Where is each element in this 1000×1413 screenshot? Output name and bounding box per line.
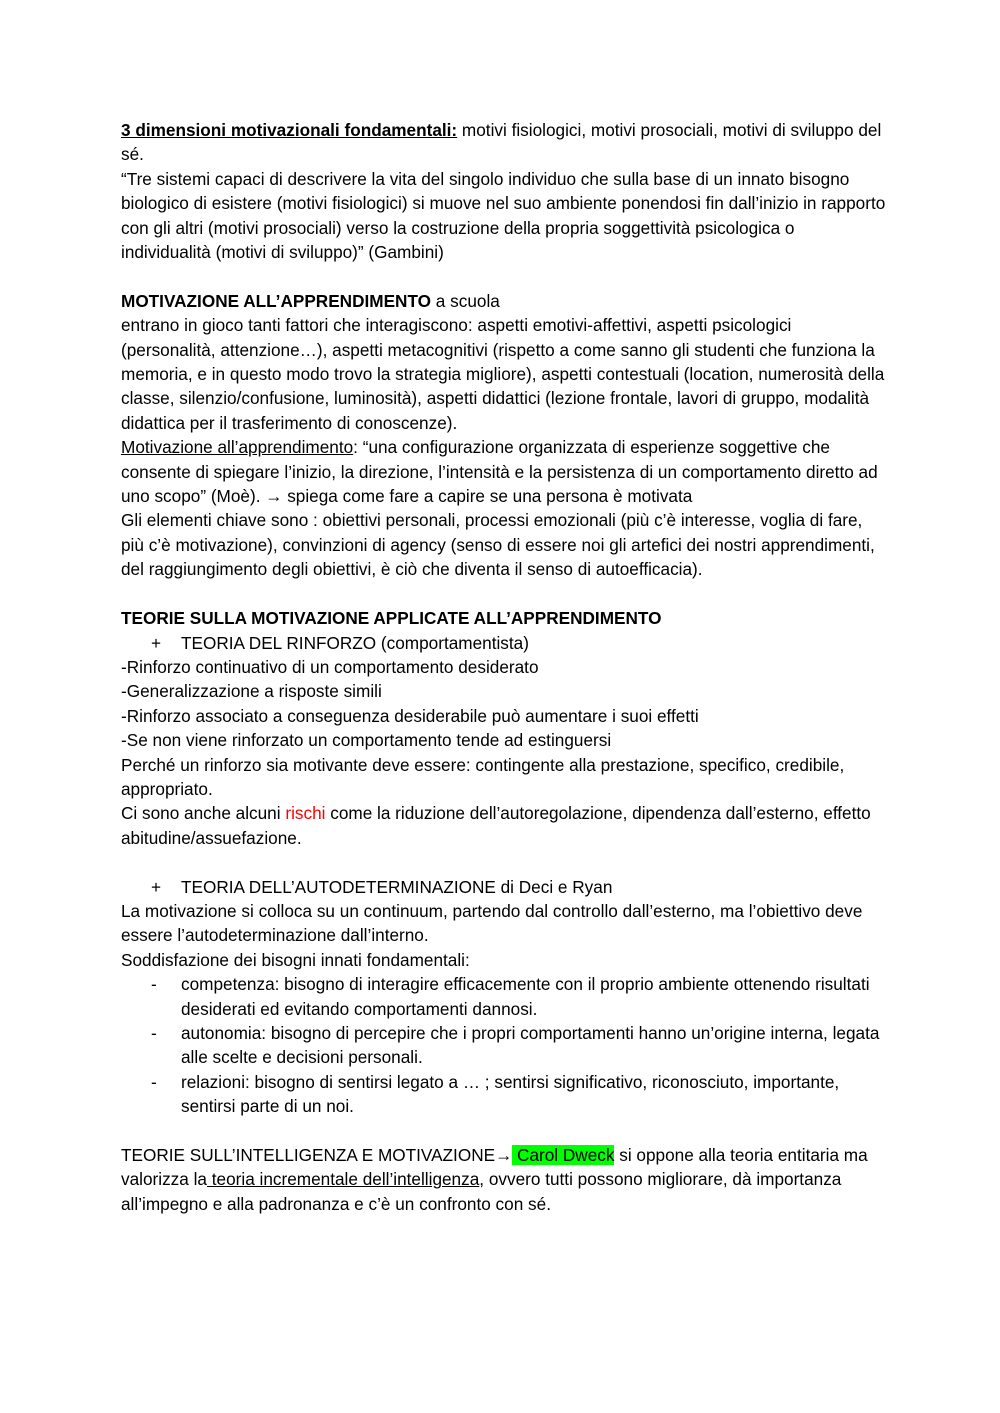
- need-item: [121, 972, 886, 1021]
- theory1-line: -Rinforzo continuativo di un comportamento desiderato: [121, 656, 539, 677]
- section2-heading-rest: a scuola: [431, 290, 500, 311]
- theory1-title-item: [121, 631, 886, 655]
- need-item: [121, 1070, 886, 1119]
- plus-bullet: +: [151, 876, 162, 897]
- incremental-theory-underlined: teoria incrementale dell’intelligenza: [206, 1169, 480, 1190]
- need-item: [121, 1021, 886, 1070]
- risks-after: come la riduzione dell’autoregolazione, dipendenza dall’esterno, effetto abitudine/assuefazione.: [121, 803, 871, 848]
- theory1-line: -Generalizzazione a risposte simili: [121, 681, 382, 702]
- theory1-risks: [121, 801, 886, 850]
- section2-heading: MOTIVAZIONE ALL’APPRENDIMENTO: [121, 290, 432, 311]
- section2-definition: [121, 435, 886, 508]
- theory2-para2: Soddisfazione dei bisogni innati fondamentali:: [121, 949, 470, 970]
- theory2-para1: La motivazione si colloca su un continuum, partendo dal controllo dall’esterno, ma l’obiettivo deve essere l’autodeterminazione dall’interno.: [121, 900, 863, 946]
- theory2-title: TEORIA DELL’AUTODETERMINAZIONE di Deci e Ryan: [181, 876, 613, 897]
- risks-word: rischi: [285, 803, 326, 824]
- section4-para: [121, 1143, 886, 1216]
- section3-heading: TEORIE SULLA MOTIVAZIONE APPLICATE ALL’APPRENDIMENTO: [121, 608, 662, 629]
- section4-part1: TEORIE SULL’INTELLIGENZA E MOTIVAZIONE→: [121, 1145, 513, 1165]
- section2-para2: Gli elementi chiave sono : obiettivi personali, processi emozionali (più c’è interesse, voglia di fare, più c’è motivazione), convinzioni di agency (senso di essere noi gli artefici dei nostri apprendimenti, del raggiungimento degli obiettivi, è ciò che diventa il senso di autoefficacia).: [121, 510, 875, 580]
- section1-intro: [121, 118, 886, 167]
- theory1-title: TEORIA DEL RINFORZO (comportamentista): [181, 632, 529, 653]
- definition-term: Motivazione all’apprendimento: [121, 437, 354, 458]
- carol-dweck-highlight: Carol Dweck: [512, 1145, 615, 1165]
- plus-bullet: +: [151, 632, 162, 653]
- dash-bullet: -: [151, 1022, 157, 1043]
- theory2-title-item: [121, 875, 886, 899]
- risks-before: Ci sono anche alcuni: [121, 803, 286, 824]
- dash-bullet: -: [151, 974, 157, 995]
- theory1-line: -Rinforzo associato a conseguenza desiderabile può aumentare i suoi effetti: [121, 705, 699, 726]
- section2-title-line: [121, 289, 886, 313]
- document-page: [121, 118, 886, 1216]
- section2-para1: entrano in gioco tanti fattori che interagiscono: aspetti emotivi-affettivi, aspetti psicologici (personalità, attenzione…), aspetti metacognitivi (rispetto a come sanno gli studenti che funziona la memoria, e in questo modo trovo la strategia migliore), aspetti contestuali (location, numerosità della classe, silenzio/confusione, luminosità), aspetti didattici (lezione frontale, lavori di gruppo, modalità didattica per il trasferimento di conoscenze).: [121, 315, 885, 433]
- section1-heading: 3 dimensioni motivazionali fondamentali:: [121, 120, 458, 140]
- theory1-line: -Se non viene rinforzato un comportamento tende ad estinguersi: [121, 730, 612, 751]
- need-text: autonomia: bisogno di percepire che i propri comportamenti hanno un’origine interna, legata alle scelte e decisioni personali.: [181, 1022, 880, 1068]
- section1-heading-rest: motivi fisiologici, motivi prosociali, motivi di sviluppo del sé.: [121, 120, 882, 165]
- section4-part2: si oppone alla teoria entitaria ma valorizza la: [121, 1145, 868, 1190]
- section4-part3: , ovvero tutti possono migliorare, dà importanza all’impegno e alla padronanza e c’è un confronto con sé.: [121, 1169, 842, 1214]
- dash-bullet: -: [151, 1071, 157, 1092]
- need-text: competenza: bisogno di interagire efficacemente con il proprio ambiente ottenendo risultati desiderati ed evitando comportamenti dannosi.: [181, 974, 870, 1019]
- definition-text: : “una configurazione organizzata di esperienze soggettive che consente di spiegare l’inizio, la direzione, l’intensità e la persistenza di un comportamento diretto ad uno scopo” (Moè). → spiega come fare a capire se una persona è motivata: [121, 437, 878, 507]
- section1-quote: “Tre sistemi capaci di descrivere la vita del singolo individuo che sulla base di un innato bisogno biologico di esistere (motivi fisiologici) si muove nel suo ambiente ponendosi fin dall’inizio in rapporto con gli altri (motivi prosociali) verso la costruzione della propria soggettività psicologica o individualità (motivi di sviluppo)” (Gambini): [121, 168, 886, 263]
- theory1-para: Perché un rinforzo sia motivante deve essere: contingente alla prestazione, specifico, credibile, appropriato.: [121, 754, 845, 799]
- need-text: relazioni: bisogno di sentirsi legato a … ; sentirsi significativo, riconosciuto, importante, sentirsi parte di un noi.: [181, 1071, 840, 1117]
